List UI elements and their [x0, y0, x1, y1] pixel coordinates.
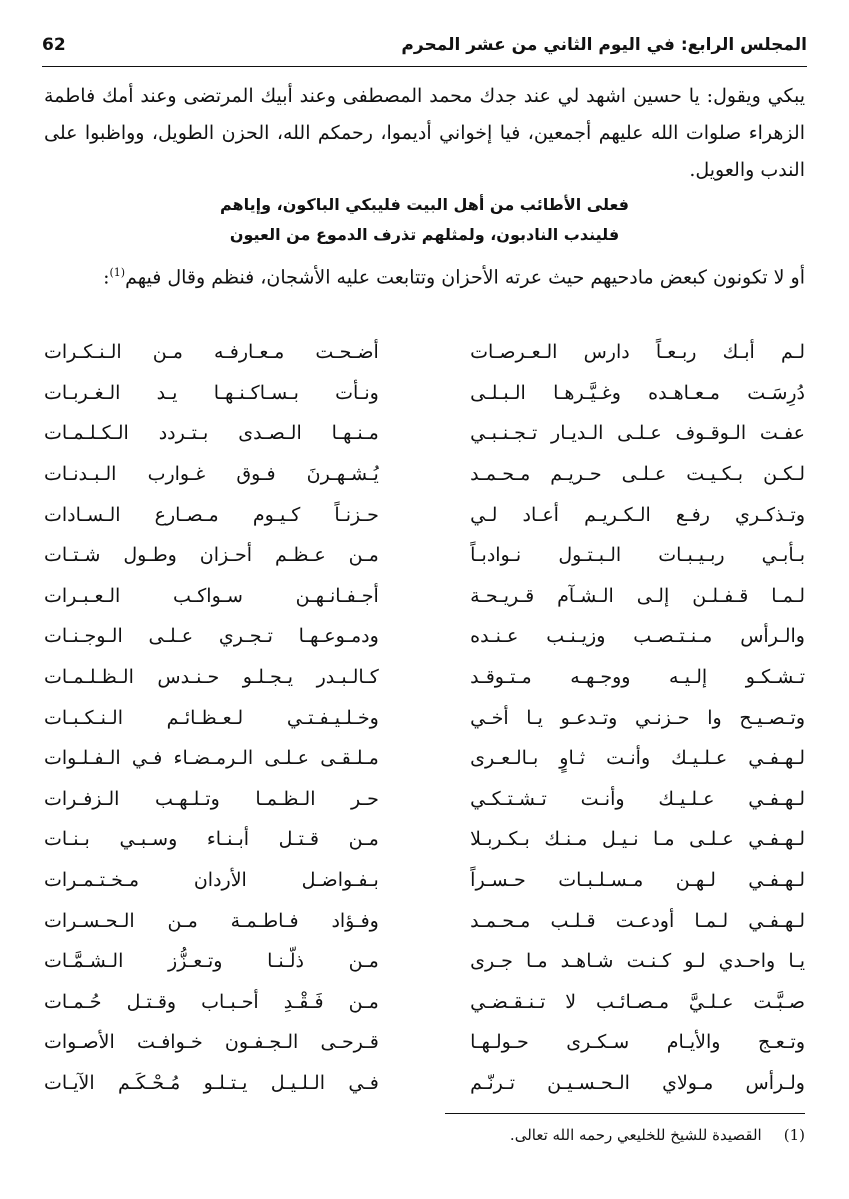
verse-first-hemistich: لـم أبـك ربـعـاً دارس الـعـرصـات — [470, 341, 805, 364]
poem-verse — [44, 535, 805, 576]
verse-second-hemistich: وفـؤاد فـاطـمـة مـن الـحـسـرات — [44, 909, 379, 932]
verse-second-hemistich: أجـفـانـهـن سـواكـب الـعـبـرات — [44, 584, 379, 607]
verse-first-hemistich: لـهـفـي لـمـا أودعـت قـلـب مـحـمـد — [470, 909, 805, 932]
couplet-line-1: فعلى الأطائب من أهل البيت فليبكي الباكون، وإياهم — [219, 195, 630, 214]
verse-second-hemistich: مـنـهـا الـصـدى بـتـردد الـكـلـمـات — [44, 422, 379, 445]
verse-first-hemistich: عفـت الـوقـوف عـلـى الـديـار تـجـنـبـي — [470, 422, 805, 445]
poem-verse — [44, 576, 805, 617]
lead-in-paragraph — [44, 256, 805, 294]
verse-first-hemistich: لـهـفـي عـلـيـك وأنـت ثـاوٍ بـالـعـرى — [470, 747, 805, 770]
running-header — [42, 30, 807, 60]
verse-first-hemistich: لـهـفـي عـلـيـك وأنـت تـشـتـكـي — [470, 787, 805, 810]
poem-verse — [44, 1063, 805, 1104]
verse-second-hemistich: ودمـوعـهـا تـجـري عـلـى الـوجـنـات — [44, 625, 379, 648]
verse-second-hemistich: ونـأت بـسـاكـنـهـا يـد الـغـربـات — [44, 381, 379, 404]
verse-first-hemistich: لـهـفـي عـلـى مـا نـيـل مـنـك بـكـربـلا — [470, 828, 805, 851]
poem-verse — [44, 494, 805, 535]
verse-second-hemistich: بـفـواضـل الأردان مـخـتـمـرات — [44, 869, 379, 892]
verse-first-hemistich: يـا واحـدي لـو كـنـت شـاهـد مـا جـرى — [470, 950, 805, 973]
couplet-line-2: فليندب النادبون، ولمثلهم تذرف الدموع من العيون — [229, 225, 620, 244]
intro-paragraph: يبكي ويقول: يا حسين اشهد لي عند جدك محمد المصطفى وعند أبيك المرتضى وعند أمك فاطمة الزهراء صلوات الله عليهم أجمعين، فيا إخواني أديموا، رحمكم الله، الحزن الطويل، وواظبوا على الندب والعويل. — [44, 85, 805, 181]
poem — [44, 332, 805, 1103]
poem-verse — [44, 941, 805, 982]
poem-verse — [44, 657, 805, 698]
header-divider — [42, 66, 807, 67]
verse-first-hemistich: دُرِسَـت مـعـاهـده وغـيَّـرهـا الـبـلـى — [470, 381, 805, 404]
verse-first-hemistich: وتـصـيـح وا حـزنـي وتـدعـو يـا أخـي — [470, 706, 805, 729]
poem-verse — [44, 1022, 805, 1063]
verse-second-hemistich: مـن ذلّـنـا وتـعـزُّز الـشـمَّـات — [44, 950, 379, 973]
poem-verse — [44, 413, 805, 454]
footnote-reference: (1) — [109, 266, 126, 279]
poem-verse — [44, 616, 805, 657]
verse-first-hemistich: لـهـفـي لـهـن مـسـلـبـات حـسـراً — [470, 869, 805, 892]
verse-first-hemistich: تـشـكـو إلـيـه ووجـهـه مـتـوقـد — [470, 666, 805, 689]
poem-verse — [44, 900, 805, 941]
verse-second-hemistich: مـن قـتـل أبـنـاء وسـبـي بـنـات — [44, 828, 379, 851]
lead-in-colon: : — [103, 266, 110, 289]
chapter-title: المجلس الرابع: في اليوم الثاني من عشر المحرم — [401, 35, 807, 55]
verse-second-hemistich: حـزنـاً كـيـوم مـصـارع الـسـادات — [44, 503, 379, 526]
poem-verse — [44, 779, 805, 820]
verse-first-hemistich: وتـذكـري رفـع الـكـريـم أعـاد لـي — [470, 503, 805, 526]
verse-second-hemistich: فـي الـلـيـل يـتـلـو مُـحْـكَـم الآيـات — [44, 1071, 379, 1094]
footnote-marker: (1) — [783, 1126, 805, 1144]
verse-first-hemistich: لـكـن بـكـيـت عـلـى حـريـم مـحـمـد — [470, 463, 805, 486]
verse-second-hemistich: مـن فَـقْـدِ أحـبـاب وقـتـل حُـمـات — [44, 990, 379, 1013]
footnote-divider — [445, 1113, 805, 1114]
verse-first-hemistich: والـرأس مـنـتـصـب وزيـنـب عـنـده — [470, 625, 805, 648]
footnote-text: القصيدة للشيخ للخليعي رحمه الله تعالى. — [509, 1126, 762, 1144]
footnote — [44, 1122, 805, 1148]
poem-verse — [44, 819, 805, 860]
poem-verse — [44, 982, 805, 1023]
verse-second-hemistich: حـر الـظـمـا وتـلـهـب الـزفـرات — [44, 787, 379, 810]
verse-first-hemistich: لـمـا قـفـلـن إلـى الـشـآم قـريـحـة — [470, 584, 805, 607]
poem-verse — [44, 454, 805, 495]
verse-second-hemistich: مـن عـظـم أحـزان وطـول شـتـات — [44, 544, 379, 567]
verse-second-hemistich: قـرحـى الـجـفـون خـوافـت الأصـوات — [44, 1031, 379, 1054]
lead-in-text: أو لا تكونون كبعض مادحيهم حيث عرته الأحزان وتتابعت عليه الأشجان، فنظم وقال فيهم — [125, 266, 805, 289]
poem-verse — [44, 860, 805, 901]
verse-second-hemistich: مـلـقـى عـلـى الـرمـضـاء فـي الـفـلـوات — [44, 747, 379, 770]
page-number: 62 — [42, 35, 66, 55]
verse-second-hemistich: كـالـبـدر يـجـلـو حـنـدس الـظـلـمـات — [44, 666, 379, 689]
verse-first-hemistich: صـبَّـت عـلـيَّ مـصـائـب لا تـنـقـضـي — [470, 990, 805, 1013]
bold-couplet — [120, 190, 729, 250]
verse-second-hemistich: وخـلـيـفـتـي لـعـظـائـم الـنـكـبـات — [44, 706, 379, 729]
poem-verse — [44, 697, 805, 738]
verse-first-hemistich: ولـرأس مـولاي الـحـسـيـن تـرنّـم — [470, 1071, 805, 1094]
poem-verse — [44, 332, 805, 373]
verse-first-hemistich: وتـعـج والأيـام سـكـرى حـولـهـا — [470, 1031, 805, 1054]
verse-first-hemistich: بـأبـي ربـيـبـات الـبـتـول نـوادبـاً — [470, 544, 805, 567]
poem-verse — [44, 373, 805, 414]
verse-second-hemistich: يُـشـهـرنَ فـوق غـوارب الـبـدنـات — [44, 463, 379, 486]
verse-second-hemistich: أضـحـت مـعـارفـه مـن الـنـكـرات — [44, 341, 379, 364]
poem-verse — [44, 738, 805, 779]
